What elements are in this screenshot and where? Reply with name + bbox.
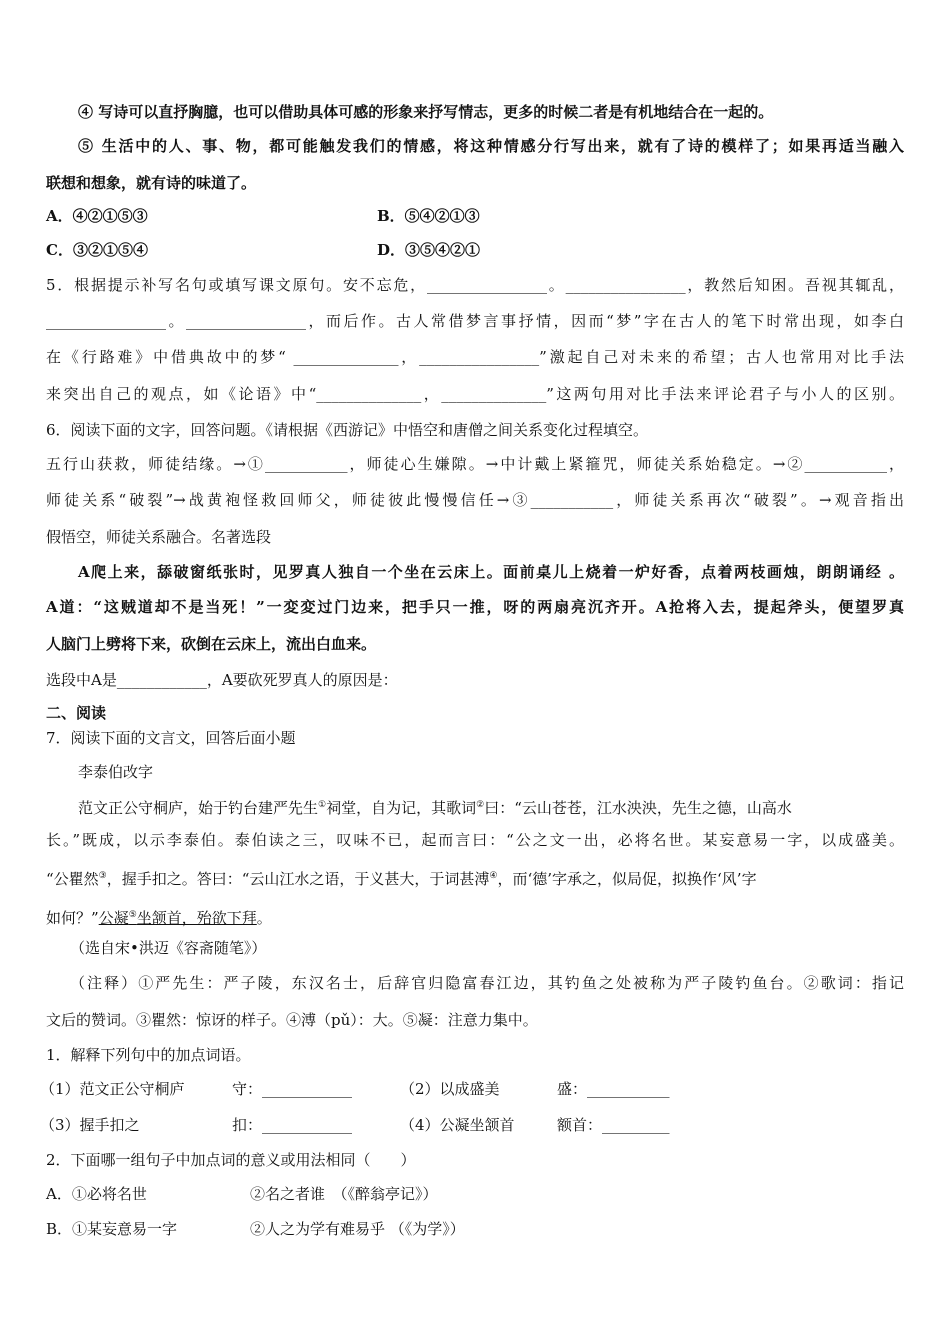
footnote-4: ④ — [489, 871, 498, 881]
underlined-sentence — [99, 909, 257, 927]
q5-line: 在《行路难》中借典故中的梦“ ______________，________________”激起自己对未来的希望；古人也常用对比手法 — [46, 348, 904, 366]
q4-option-a: A．④②①⑤③ — [46, 207, 148, 225]
q6-passage-line: A爬上来，舔破窗纸张时，见罗真人独自一个坐在云床上。面前桌儿上烧着一炉好香，点着两枝画烛，朗朗诵经 。 — [78, 563, 904, 581]
q4-item5-line2: 联想和想象，就有诗的味道了。 — [46, 174, 257, 192]
footnote-3: ③ — [98, 871, 107, 881]
q6-line: 师徒关系“破裂”→战黄袍怪救回师父，师徒彼此慢慢信任→③___________，师徒关系再次“破裂”。→观音指出 — [46, 491, 904, 509]
sub2-prompt: 2．下面哪一组句子中加点词的意义或用法相同（ ） — [46, 1151, 416, 1169]
sub1-sentence: （2）以成盛美 — [400, 1080, 500, 1098]
q5-line: ________________。________________，而后作。古人常借梦言事抒情，因而“梦”字在古人的笔下时常出现，如李白 — [46, 312, 904, 330]
sub1-answer-field[interactable]: 盛：___________ — [557, 1080, 670, 1098]
essay-title: 李泰伯改字 — [78, 763, 154, 781]
text: ，握手扣之。答曰：“云山江水之语，于义甚大，于词甚溥 — [106, 870, 490, 888]
q6-line: 6．阅读下面的文字，回答问题。《请根据《西游记》中悟空和唐僧之间关系变化过程填空。 — [46, 421, 649, 439]
text: ，而‘德’字承之，似局促，拟换作‘风’字 — [497, 870, 757, 888]
q6-question: 选段中A是____________，A要砍死罗真人的原因是： — [46, 671, 398, 689]
text: 如何？” — [46, 909, 99, 927]
q4-item5-line1: ⑤ 生活中的人、事、物，都可能触发我们的情感，将这种情感分行写出来，就有了诗的模样了；如果再适当融入 — [78, 137, 904, 155]
q5-line: 来突出自己的观点，如《论语》中“______________，______________”这两句用对比手法来评论君子与小人的区别。 — [46, 385, 904, 403]
q4-option-b: B．⑤④②①③ — [377, 207, 480, 225]
text: 范文正公守桐庐，始于钓台建严先生 — [78, 799, 319, 817]
q4-item4: ④ 写诗可以直抒胸臆，也可以借助具体可感的形象来抒写情志，更多的时候二者是有机地结合在一起的。 — [78, 103, 774, 121]
sub1-sentence: （3）握手扣之 — [40, 1116, 140, 1134]
sub1-sentence: （1）范文正公守桐庐 — [40, 1080, 185, 1098]
sub1-answer-field[interactable]: 守：____________ — [232, 1080, 353, 1098]
q6-line: 五行山获救，师徒结缘。→①___________，师徒心生嫌隙。→中计戴上紧箍咒，师徒关系始稳定。→②___________， — [46, 455, 904, 473]
essay-source: （选自宋•洪迈《容斋随笔》） — [70, 939, 267, 957]
sub1-answer-field[interactable]: 扣：____________ — [232, 1116, 353, 1134]
sub2-option-a-second: ②名之者谁 （《醉翁亭记》） — [250, 1185, 438, 1203]
footnote-5: ⑤ — [128, 910, 137, 920]
q4-option-d: D．③⑤④②① — [377, 241, 481, 259]
notes-line: 文后的赞词。③瞿然：惊讶的样子。④溥（pǔ）：大。⑤凝：注意力集中。 — [46, 1011, 538, 1029]
q4-option-c: C．③②①⑤④ — [46, 241, 148, 259]
sub1-sentence: （4）公凝坐颔首 — [400, 1116, 515, 1134]
q6-passage-line: 人脑门上劈将下来，砍倒在云床上，流出白血来。 — [46, 635, 377, 653]
q6-line: 假悟空，师徒关系融合。名著选段 — [46, 528, 272, 546]
essay-paragraph-line — [46, 865, 757, 890]
essay-paragraph-line — [46, 904, 272, 929]
text: 曰：“云山苍苍，江水泱泱，先生之德，山高水 — [484, 799, 792, 817]
text: 祠堂，自为记，其歌词 — [326, 799, 477, 817]
footnote-1: ① — [318, 800, 327, 810]
essay-paragraph-line — [78, 794, 792, 819]
q5-line: 5．根据提示补写名句或填写课文原句。安不忘危，________________。________________，教然后知困。吾视其辄乱， — [46, 276, 904, 294]
notes-line: （注释）①严先生：严子陵，东汉名士，后辞官归隐富春江边，其钓鱼之处被称为严子陵钓鱼台。②歌词：指记 — [70, 974, 904, 992]
sub2-option-b-second: ②人之为学有难易乎 （《为学》） — [250, 1220, 465, 1238]
q7-intro: 7．阅读下面的文言文，回答后面小题 — [46, 729, 296, 747]
sub1-answer-field[interactable]: 额首：_________ — [557, 1116, 670, 1134]
footnote-2: ② — [476, 800, 485, 810]
sub1-prompt: 1．解释下列句中的加点词语。 — [46, 1046, 251, 1064]
text: 坐颔首，殆欲下拜 — [136, 909, 257, 927]
sub2-option-b-label: B．①某妄意易一字 — [46, 1220, 178, 1238]
text: 。 — [256, 909, 272, 927]
section-heading: 二、阅读 — [46, 704, 107, 722]
text: 公凝 — [98, 909, 129, 927]
essay-paragraph-line: 长。”既成，以示李泰伯。泰伯读之三，叹味不已，起而言曰：“公之文一出，必将名世。某妄意易一字，以成盛美。 — [46, 831, 904, 849]
sub2-option-a-label: A．①必将名世 — [46, 1185, 147, 1203]
q6-passage-line: A道：“这贼道却不是当死！”一変変过门边来，把手只一推，呀的两扇亮沉齐开。A抢将入去，提起斧头，便望罗真 — [46, 598, 904, 616]
text: “公瞿然 — [46, 870, 99, 888]
